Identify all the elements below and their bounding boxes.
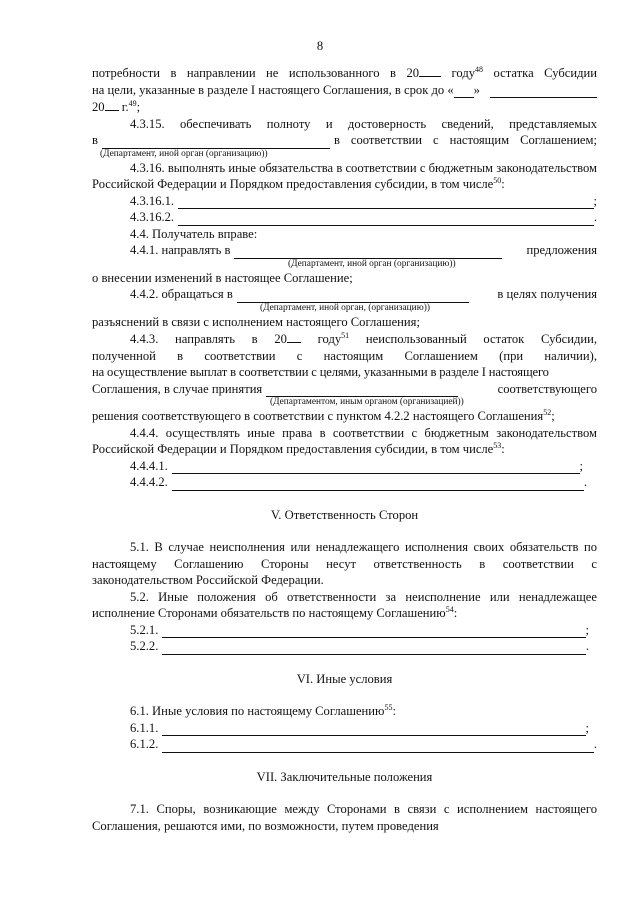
page-number: 8 — [316, 39, 324, 53]
clause-4-3-16-2: 4.3.16.2. . — [130, 210, 597, 224]
document-body — [92, 64, 597, 834]
clause-4-3-16: 4.3.16. выполнять иные обязательства в соответствии с бюджетным законодательством Российской Федерации и Порядком предоставления субсидии, в том числе$^{50}$: — [92, 160, 597, 191]
paragraph-continuation-line1: потребности в направлении не использованного в 20 году$^{48}$ остатка Субсидии — [92, 64, 597, 80]
section-title-v: V. Ответственность Сторон — [270, 507, 419, 522]
clause-7-1: 7.1. Споры, возникающие между Сторонами в связи с исполнением настоящего Соглашения, решаются ими, по возможности, путем проведения — [92, 802, 597, 833]
section-title-vi: VI. Иные условия — [296, 671, 393, 686]
clause-4-3-15: 4.3.15. обеспечивать полноту и достоверность сведений, представляемых — [130, 116, 597, 131]
clause-4-4-2-line2: разъяснений в связи с исполнением настоящего Соглашения; — [92, 314, 420, 329]
clause-4-3-15-line2: в в соответствии с настоящим Соглашением; — [92, 133, 597, 147]
paragraph-continuation-line3: 20 г.$^{49}$; — [92, 98, 141, 114]
clause-4-4-1-line2: о внесении изменений в настоящее Соглашение; — [92, 270, 353, 285]
clause-6-1-2: 6.1.2. . — [130, 737, 597, 751]
clause-4-4-3-line3: на осуществление выплат в соответствии с целями, указанными в разделе I настоящего — [92, 365, 549, 379]
paragraph-continuation-line2: на цели, указанные в разделе I настоящего Соглашения, в срок до « » — [92, 82, 597, 99]
clause-4-4-1: 4.4.1. направлять в предложения — [130, 243, 597, 257]
caption-department: (Департамент, иной орган (организацию)) — [288, 258, 456, 269]
clause-6-1: 6.1. Иные условия по настоящему Соглашению$^{55}$: — [130, 702, 396, 718]
caption-department: (Департамент, иной орган (организацию)) — [100, 148, 268, 159]
clause-4-4-3-line5: решения соответствующего в соответствии с пунктом 4.2.2 настоящего Соглашения$^{52}$; — [92, 407, 555, 423]
clause-5-2-2: 5.2.2. . — [130, 639, 589, 653]
clause-4-4-2: 4.4.2. обращаться в в целях получения — [130, 287, 597, 301]
clause-5-2-1: 5.2.1. ; — [130, 622, 589, 637]
caption-department: (Департамент, иной орган, (организацию)) — [260, 302, 430, 313]
clause-4-4: 4.4. Получатель вправе: — [130, 226, 258, 241]
clause-4-4-3-line1: 4.4.3. направлять в 20 году$^{51}$ неиспользованный остаток Субсидии, — [130, 330, 597, 346]
clause-5-2: 5.2. Иные положения об ответственности за неисполнение или ненадлежащее исполнение Сторонами обязательств по настоящему Соглашению$^{54}$: — [92, 589, 597, 620]
clause-5-1: 5.1. В случае неисполнения или ненадлежащего исполнения своих обязательств по настоящему Соглашению Стороны несут ответственность в соответствии с законодательством Российской Федерации. — [92, 540, 597, 587]
clause-4-4-4: 4.4.4. осуществлять иные права в соответствии с бюджетным законодательством Российской Федерации и Порядком предоставления субсидии, в том числе$^{53}$: — [92, 425, 597, 456]
caption-department: (Департаментом, иным органом (организацией)) — [270, 397, 464, 407]
clause-6-1-1: 6.1.1. ; — [130, 720, 589, 735]
clause-4-4-4-1: 4.4.4.1. ; — [130, 458, 583, 473]
clause-4-4-3-line2: полученной в соответствии с настоящим Соглашением (при наличии), — [92, 348, 597, 363]
clause-4-3-16-1: 4.3.16.1. ; — [130, 193, 597, 208]
clause-4-4-4-2: 4.4.4.2. . — [130, 475, 587, 489]
section-title-vii: VII. Заключительные положения — [256, 769, 433, 784]
clause-4-4-3-line4: Соглашения, в случае принятия соответствующего — [92, 381, 597, 396]
